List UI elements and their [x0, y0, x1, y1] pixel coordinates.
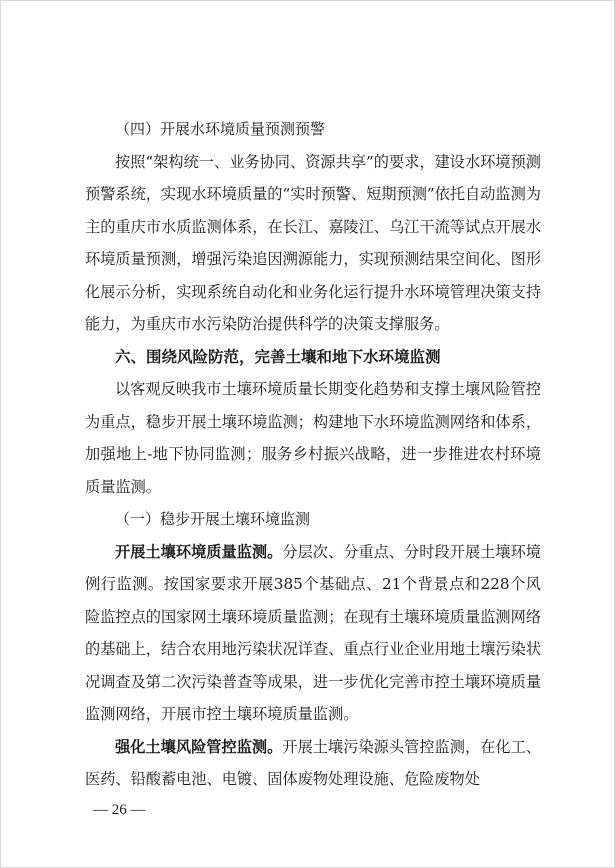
soil-quality-monitoring-body: 分层次、分重点、分时段开展土壤环境例行监测。按国家要求开展385个基础点、21个背景点和228个风险监控点的国家网土壤环境质量监测；在现有土壤环境质量监测网络的基础上，结合农用地污染状况详查、重点行业企业用地土壤污染状况调查及第二次污染普查等成果，进一步优化完善市控土壤环境质量监测网络，开展市控土壤环境质量监测。: [85, 542, 542, 723]
soil-risk-control-paragraph: [85, 731, 541, 796]
soil-risk-control-body: 开展土壤污染源头管控监测，在化工、医药、铅酸蓄电池、电镀、固体废物处理设施、危险废物处: [85, 737, 542, 788]
chapter-6-paragraph: 以客观反映我市土壤环境质量长期变化趋势和支撑土壤风险管控为重点，稳步开展土壤环境监测；构建地下水环境监测网络和体系，加强地上-地下协同监测；服务乡村振兴战略，进一步推进农村环境质量监测。: [85, 380, 541, 496]
section-4-heading: （四）开展水环境质量预测预警: [115, 120, 326, 138]
soil-risk-control-lead: 强化土壤风险管控监测。: [115, 737, 283, 756]
page-number: — 26 —: [93, 802, 146, 818]
section-4-paragraph: 按照“架构统一、业务协同、资源共享”的要求，建设水环境预测预警系统，实现水环境质量的“实时预警、短期预测”依托自动监测为主的重庆市水质监测体系，在长江、嘉陵江、乌江干流等试点开展水环境质量预测，增强污染追因溯源能力，实现预测结果空间化、图形化展示分析，实现系统自动化和业务化运行提升水环境管理决策支持能力，为重庆市水污染防治提供科学的决策支撑服务。: [85, 152, 541, 333]
section-1-heading: （一）稳步开展土壤环境监测: [115, 510, 311, 528]
soil-quality-monitoring-paragraph: [85, 536, 541, 731]
page-content: [85, 113, 541, 796]
soil-quality-monitoring-lead: 开展土壤环境质量监测。: [115, 542, 283, 561]
chapter-6-heading: 六、围绕风险防范，完善土壤和地下水环境监测: [115, 347, 441, 366]
